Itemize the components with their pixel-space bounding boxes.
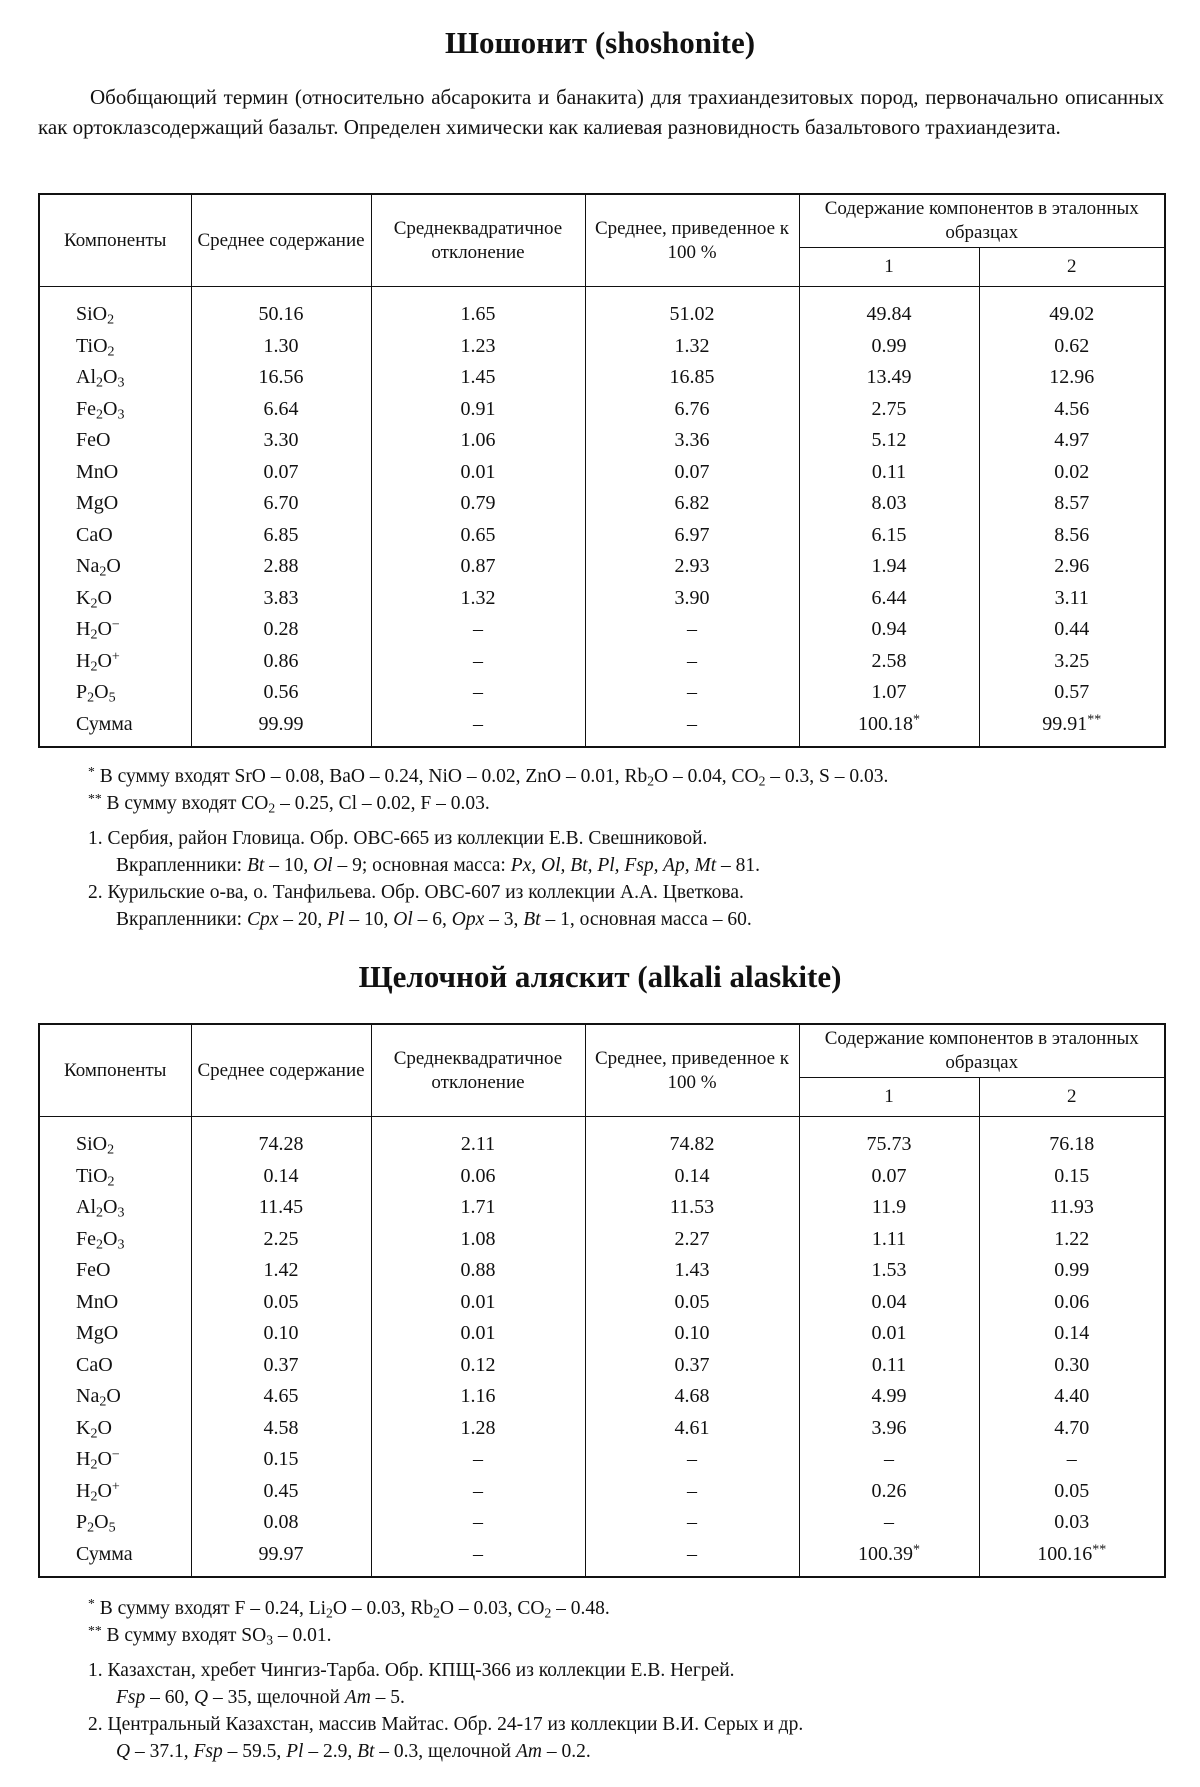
mean-cell: 0.08 [191, 1507, 371, 1539]
normalized-cell: 2.27 [585, 1224, 799, 1256]
table-row [39, 1224, 1165, 1256]
normalized-cell: 6.82 [585, 488, 799, 520]
component-cell: $H_2O^-$ [39, 614, 191, 646]
footnote-line: * В сумму входят SrO – 0.08, BaO – 0.24, NiO – 0.02, ZnO – 0.01, $Rb_2O - 0.04$, $CO_2 - 0.3$, S – 0.03. [88, 763, 889, 789]
normalized-cell: – [585, 1507, 799, 1539]
normalized-cell: 6.76 [585, 394, 799, 426]
footnote-line: 1. Казахстан, хребет Чингиз-Тарба. Обр. КПЩ-366 из коллекции Е.В. Негрей. [88, 1660, 735, 1681]
header-normalized: Среднее, приведенное к 100 % [585, 1024, 799, 1117]
sample-2-cell: 99.91** [979, 709, 1165, 748]
sample-1-cell: 8.03 [799, 488, 979, 520]
stdev-cell: 1.65 [371, 287, 585, 331]
header-mean: Среднее содержание [191, 1024, 371, 1117]
sample-2-cell: 0.99 [979, 1255, 1165, 1287]
component-cell: SiO$_2$ [39, 1117, 191, 1161]
table-row [39, 457, 1165, 489]
sample-1-cell: 0.26 [799, 1476, 979, 1508]
table-row [39, 677, 1165, 709]
normalized-cell: 3.90 [585, 583, 799, 615]
mean-cell: 2.88 [191, 551, 371, 583]
stdev-cell: 1.16 [371, 1381, 585, 1413]
footnote-line: * В сумму входят F – 0.24, $Li_2O - 0.03$, $Rb_2O - 0.03$, $CO_2 - 0.48$. [88, 1595, 610, 1621]
stdev-cell: 0.06 [371, 1161, 585, 1193]
note-spacer [88, 1649, 1168, 1657]
stdev-cell: 0.79 [371, 488, 585, 520]
header-stdev: Среднеквадратичное отклонение [371, 194, 585, 287]
component-cell: $H_2O^+$ [39, 646, 191, 678]
sample-1-cell: 49.84 [799, 287, 979, 331]
component-cell: FeO [39, 425, 191, 457]
footnotes-shoshonite [88, 763, 1168, 933]
table-row [39, 1413, 1165, 1445]
table-row [39, 1350, 1165, 1382]
component-cell: $P_2O_5$ [39, 1507, 191, 1539]
table-row [39, 551, 1165, 583]
stdev-cell: 0.01 [371, 1287, 585, 1319]
table-row [39, 1507, 1165, 1539]
mean-cell: 0.37 [191, 1350, 371, 1382]
table-row [39, 425, 1165, 457]
mean-cell: 0.86 [191, 646, 371, 678]
component-cell: $Na_2O$ [39, 1381, 191, 1413]
footnote-line: 2. Курильские о-ва, о. Танфильева. Обр. ОВС-607 из коллекции А.А. Цветкова. [88, 882, 744, 903]
normalized-cell: – [585, 1476, 799, 1508]
table-row [39, 1539, 1165, 1578]
stdev-cell: 1.23 [371, 331, 585, 363]
stdev-cell: 1.71 [371, 1192, 585, 1224]
normalized-cell: 1.32 [585, 331, 799, 363]
component-cell: MnO [39, 457, 191, 489]
mean-cell: 6.64 [191, 394, 371, 426]
sample-1-cell: 2.75 [799, 394, 979, 426]
normalized-cell: 4.61 [585, 1413, 799, 1445]
sample-2-cell: 4.97 [979, 425, 1165, 457]
footnote-line: ** В сумму входят $SO_3 - 0.01$. [88, 1622, 332, 1648]
header-normalized: Среднее, приведенное к 100 % [585, 194, 799, 287]
component-cell: $K_2O$ [39, 583, 191, 615]
normalized-cell: – [585, 677, 799, 709]
normalized-cell: 2.93 [585, 551, 799, 583]
footnote-line: 2. Центральный Казахстан, массив Майтас. Обр. 24-17 из коллекции В.И. Серых и др. [88, 1714, 804, 1735]
sample-2-cell: 0.30 [979, 1350, 1165, 1382]
table-row [39, 362, 1165, 394]
stdev-cell: 0.87 [371, 551, 585, 583]
component-cell: CaO [39, 1350, 191, 1382]
footnote-line: 1. Сербия, район Гловица. Обр. ОВС-665 из коллекции Е.В. Свешниковой. [88, 828, 708, 849]
header-sample-2: 2 [979, 1078, 1165, 1117]
component-cell: $Fe_2O_3$ [39, 1224, 191, 1256]
sample-2-cell: 0.06 [979, 1287, 1165, 1319]
stdev-cell: 1.32 [371, 583, 585, 615]
footnote-line: Вкрапленники: Bt – 10, Ol – 9; основная масса: Px, Ol, Bt, Pl, Fsp, Ap, Mt – 81. [116, 855, 761, 876]
sample-2-cell: 0.62 [979, 331, 1165, 363]
composition-table-alkali-alaskite [38, 1023, 1166, 1578]
sample-2-cell: 12.96 [979, 362, 1165, 394]
sample-2-cell: 4.40 [979, 1381, 1165, 1413]
header-stdev: Среднеквадратичное отклонение [371, 1024, 585, 1117]
mean-cell: 74.28 [191, 1117, 371, 1161]
table-row [39, 1476, 1165, 1508]
mean-cell: 11.45 [191, 1192, 371, 1224]
sample-1-cell: 1.53 [799, 1255, 979, 1287]
stdev-cell: 0.65 [371, 520, 585, 552]
sample-2-cell: 11.93 [979, 1192, 1165, 1224]
sample-1-cell: 2.58 [799, 646, 979, 678]
component-cell: $H_2O^+$ [39, 1476, 191, 1508]
component-cell: $K_2O$ [39, 1413, 191, 1445]
component-cell: $H_2O^-$ [39, 1444, 191, 1476]
sample-2-cell: 49.02 [979, 287, 1165, 331]
stdev-cell: – [371, 1444, 585, 1476]
component-cell: TiO$_2$ [39, 331, 191, 363]
mean-cell: 50.16 [191, 287, 371, 331]
component-cell: TiO$_2$ [39, 1161, 191, 1193]
mean-cell: 0.10 [191, 1318, 371, 1350]
sample-2-cell: 0.14 [979, 1318, 1165, 1350]
table-row [39, 520, 1165, 552]
table-row [39, 1255, 1165, 1287]
stdev-cell: – [371, 1507, 585, 1539]
sample-1-cell: 6.15 [799, 520, 979, 552]
table-row [39, 1161, 1165, 1193]
stdev-cell: – [371, 709, 585, 748]
mean-cell: 0.28 [191, 614, 371, 646]
sample-1-cell: 6.44 [799, 583, 979, 615]
table-row [39, 646, 1165, 678]
stdev-cell: 1.08 [371, 1224, 585, 1256]
normalized-cell: – [585, 1444, 799, 1476]
sample-2-cell: 8.57 [979, 488, 1165, 520]
sample-1-cell: 0.01 [799, 1318, 979, 1350]
component-cell: MnO [39, 1287, 191, 1319]
header-reference: Содержание компонентов в эталонных образцах [799, 194, 1165, 248]
footnote-line: Вкрапленники: Cpx – 20, Pl – 10, Ol – 6, Opx – 3, Bt – 1, основная масса – 60. [116, 909, 752, 930]
normalized-cell: 6.97 [585, 520, 799, 552]
table-row [39, 1117, 1165, 1161]
stdev-cell: – [371, 1476, 585, 1508]
mean-cell: 3.30 [191, 425, 371, 457]
stdev-cell: – [371, 646, 585, 678]
mean-cell: 99.99 [191, 709, 371, 748]
sample-1-cell: 1.11 [799, 1224, 979, 1256]
section-title-shoshonite: Шошонит (shoshonite) [444, 25, 756, 60]
component-cell: CaO [39, 520, 191, 552]
stdev-cell: 0.01 [371, 1318, 585, 1350]
table-row [39, 1192, 1165, 1224]
header-sample-2: 2 [979, 248, 1165, 287]
header-components: Компоненты [39, 1024, 191, 1117]
normalized-cell: 0.07 [585, 457, 799, 489]
table-row [39, 1381, 1165, 1413]
mean-cell: 0.05 [191, 1287, 371, 1319]
sample-1-cell: 0.07 [799, 1161, 979, 1193]
component-cell: $Fe_2O_3$ [39, 394, 191, 426]
sample-2-cell: 76.18 [979, 1117, 1165, 1161]
stdev-cell: 0.88 [371, 1255, 585, 1287]
normalized-cell: – [585, 646, 799, 678]
stdev-cell: 1.06 [371, 425, 585, 457]
mean-cell: 0.07 [191, 457, 371, 489]
table-row [39, 583, 1165, 615]
normalized-cell: 0.10 [585, 1318, 799, 1350]
sample-2-cell: 8.56 [979, 520, 1165, 552]
sample-2-cell: 2.96 [979, 551, 1165, 583]
sample-1-cell: 3.96 [799, 1413, 979, 1445]
normalized-cell: 74.82 [585, 1117, 799, 1161]
header-mean: Среднее содержание [191, 194, 371, 287]
sample-1-cell: 0.04 [799, 1287, 979, 1319]
sample-1-cell: 1.07 [799, 677, 979, 709]
sample-2-cell: 3.11 [979, 583, 1165, 615]
mean-cell: 0.56 [191, 677, 371, 709]
sample-2-cell: 0.57 [979, 677, 1165, 709]
normalized-cell: 51.02 [585, 287, 799, 331]
sample-1-cell: 75.73 [799, 1117, 979, 1161]
mean-cell: 0.14 [191, 1161, 371, 1193]
normalized-cell: 0.05 [585, 1287, 799, 1319]
sample-2-cell: 3.25 [979, 646, 1165, 678]
sample-2-cell: 0.05 [979, 1476, 1165, 1508]
header-sample-1: 1 [799, 1078, 979, 1117]
component-cell: MgO [39, 488, 191, 520]
table-row [39, 394, 1165, 426]
sample-2-cell: 4.56 [979, 394, 1165, 426]
sample-2-cell: – [979, 1444, 1165, 1476]
table-row [39, 1287, 1165, 1319]
stdev-cell: – [371, 1539, 585, 1578]
table-row [39, 614, 1165, 646]
normalized-cell: – [585, 1539, 799, 1578]
normalized-cell: – [585, 709, 799, 748]
sample-1-cell: 0.99 [799, 331, 979, 363]
sample-1-cell: – [799, 1507, 979, 1539]
sample-2-cell: 0.03 [979, 1507, 1165, 1539]
mean-cell: 4.65 [191, 1381, 371, 1413]
header-components: Компоненты [39, 194, 191, 287]
table-row [39, 331, 1165, 363]
component-cell: Сумма [39, 1539, 191, 1578]
table-row [39, 1318, 1165, 1350]
header-sample-1: 1 [799, 248, 979, 287]
component-cell: SiO$_2$ [39, 287, 191, 331]
component-cell: $Al_2O_3$ [39, 362, 191, 394]
sample-1-cell: – [799, 1444, 979, 1476]
stdev-cell: 0.12 [371, 1350, 585, 1382]
normalized-cell: 0.37 [585, 1350, 799, 1382]
normalized-cell: 11.53 [585, 1192, 799, 1224]
mean-cell: 1.30 [191, 331, 371, 363]
stdev-cell: 2.11 [371, 1117, 585, 1161]
table-row [39, 287, 1165, 331]
sample-2-cell: 4.70 [979, 1413, 1165, 1445]
table-row [39, 709, 1165, 748]
sample-2-cell: 0.15 [979, 1161, 1165, 1193]
sample-1-cell: 100.39* [799, 1539, 979, 1578]
stdev-cell: 1.28 [371, 1413, 585, 1445]
sample-1-cell: 13.49 [799, 362, 979, 394]
normalized-cell: 16.85 [585, 362, 799, 394]
table-row [39, 1444, 1165, 1476]
component-cell: $Al_2O_3$ [39, 1192, 191, 1224]
intro-paragraph: Обобщающий термин (относительно абсарокита и банакита) для трахиандезитовых пород, первоначально описанных как ортоклазсодержащий базальт. Определен химически как калиевая разновидность базальтового трахиандезита. [38, 85, 1164, 139]
normalized-cell: 3.36 [585, 425, 799, 457]
sample-1-cell: 5.12 [799, 425, 979, 457]
footnote-line: Fsp – 60, Q – 35, щелочной Am – 5. [116, 1687, 405, 1708]
sample-2-cell: 0.02 [979, 457, 1165, 489]
mean-cell: 6.70 [191, 488, 371, 520]
mean-cell: 1.42 [191, 1255, 371, 1287]
sample-1-cell: 0.94 [799, 614, 979, 646]
sample-1-cell: 11.9 [799, 1192, 979, 1224]
table-row [39, 488, 1165, 520]
normalized-cell: 1.43 [585, 1255, 799, 1287]
sample-2-cell: 100.16** [979, 1539, 1165, 1578]
mean-cell: 6.85 [191, 520, 371, 552]
footnotes-alkali-alaskite [88, 1595, 1168, 1765]
stdev-cell: 0.01 [371, 457, 585, 489]
mean-cell: 4.58 [191, 1413, 371, 1445]
note-spacer [88, 817, 1168, 825]
sample-1-cell: 0.11 [799, 457, 979, 489]
normalized-cell: 4.68 [585, 1381, 799, 1413]
mean-cell: 0.15 [191, 1444, 371, 1476]
sample-2-cell: 1.22 [979, 1224, 1165, 1256]
sample-1-cell: 0.11 [799, 1350, 979, 1382]
stdev-cell: 0.91 [371, 394, 585, 426]
header-reference: Содержание компонентов в эталонных образцах [799, 1024, 1165, 1078]
mean-cell: 2.25 [191, 1224, 371, 1256]
component-cell: $P_2O_5$ [39, 677, 191, 709]
mean-cell: 3.83 [191, 583, 371, 615]
mean-cell: 99.97 [191, 1539, 371, 1578]
stdev-cell: – [371, 677, 585, 709]
component-cell: $Na_2O$ [39, 551, 191, 583]
sample-1-cell: 100.18* [799, 709, 979, 748]
footnote-line: Q – 37.1, Fsp – 59.5, Pl – 2.9, Bt – 0.3, щелочной Am – 0.2. [116, 1741, 591, 1762]
component-cell: MgO [39, 1318, 191, 1350]
normalized-cell: – [585, 614, 799, 646]
section-title-alkali-alaskite: Щелочной аляскит (alkali alaskite) [358, 959, 842, 994]
composition-table-shoshonite [38, 193, 1166, 748]
sample-2-cell: 0.44 [979, 614, 1165, 646]
sample-1-cell: 4.99 [799, 1381, 979, 1413]
stdev-cell: – [371, 614, 585, 646]
stdev-cell: 1.45 [371, 362, 585, 394]
sample-1-cell: 1.94 [799, 551, 979, 583]
normalized-cell: 0.14 [585, 1161, 799, 1193]
mean-cell: 16.56 [191, 362, 371, 394]
mean-cell: 0.45 [191, 1476, 371, 1508]
component-cell: FeO [39, 1255, 191, 1287]
footnote-line: ** В сумму входят $CO_2 - 0.25$, Cl – 0.02, F – 0.03. [88, 790, 490, 816]
component-cell: Сумма [39, 709, 191, 748]
